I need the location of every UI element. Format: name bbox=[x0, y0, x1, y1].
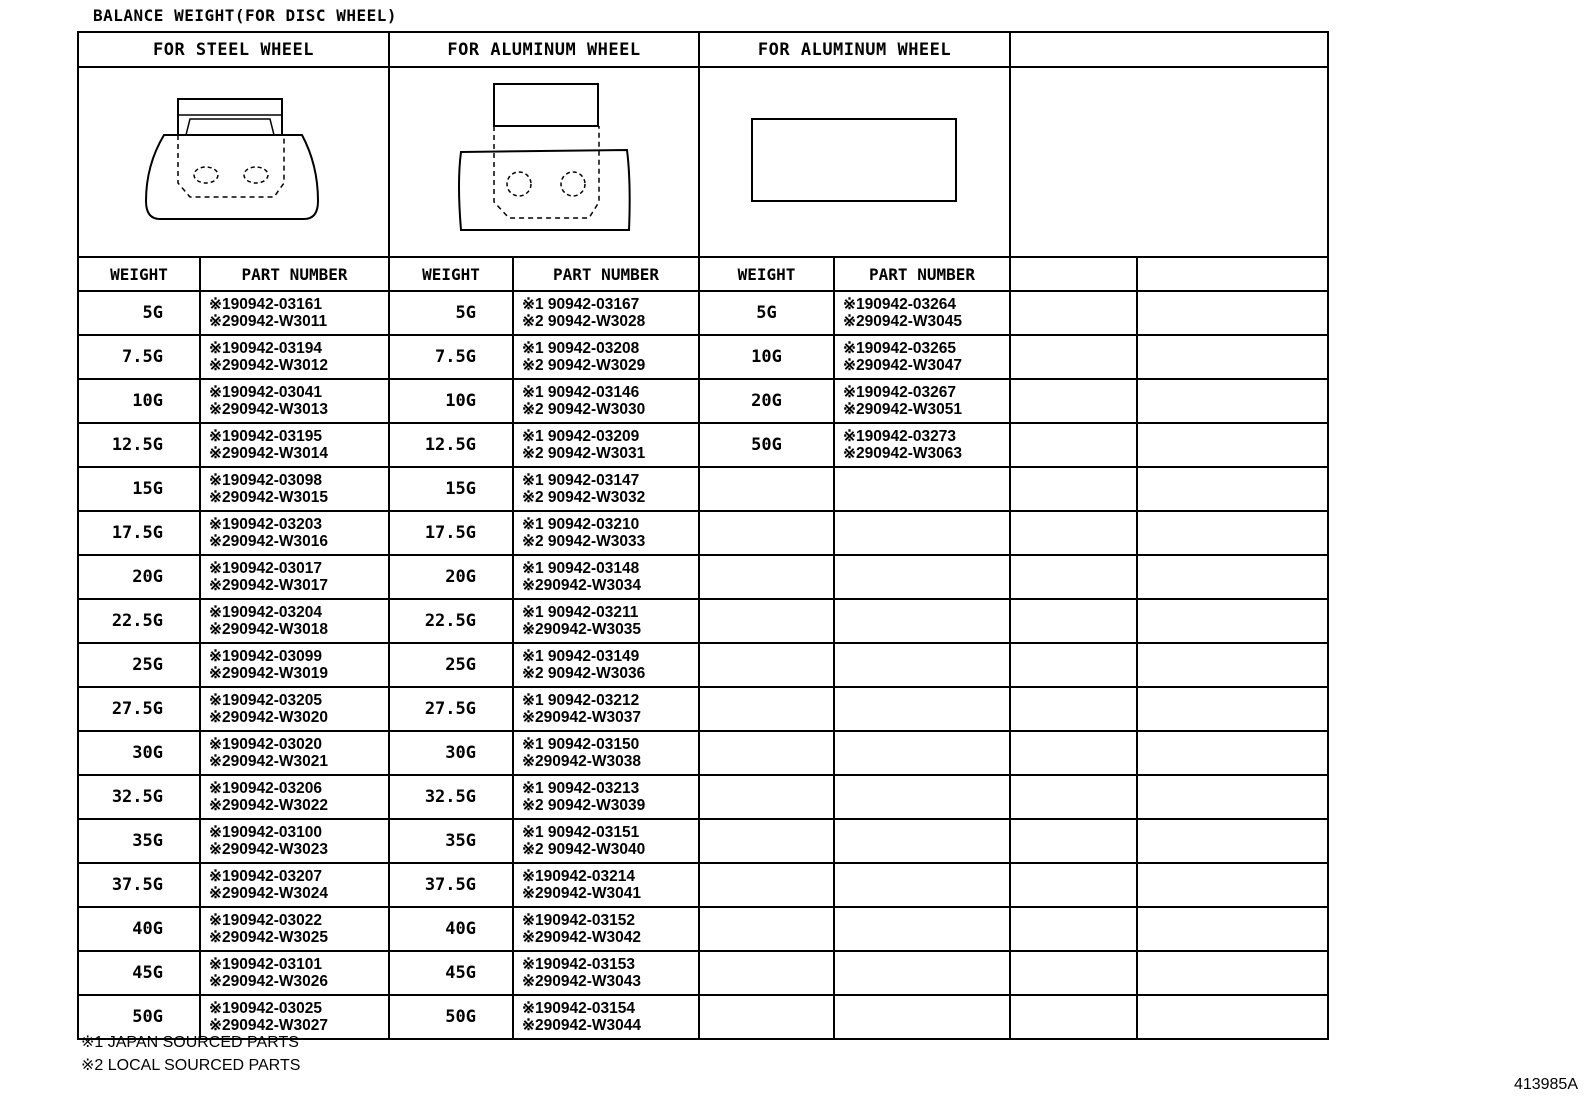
empty-cell bbox=[1010, 379, 1137, 423]
part-number-cell bbox=[200, 335, 389, 379]
part-number-cell bbox=[834, 775, 1010, 819]
empty-cell bbox=[1137, 291, 1328, 335]
part-number: ※290942-W3022 bbox=[209, 797, 328, 814]
steel-weight-illustration-cell bbox=[78, 67, 389, 257]
col-header-weight: WEIGHT bbox=[389, 257, 513, 291]
weight-cell: 10G bbox=[389, 379, 513, 423]
part-number-cell bbox=[834, 379, 1010, 423]
weight-cell: 20G bbox=[699, 379, 834, 423]
part-number: ※1 90942-03151 bbox=[522, 824, 640, 841]
table-row bbox=[78, 423, 1328, 467]
part-number-cell bbox=[200, 907, 389, 951]
part-number: ※190942-03265 bbox=[843, 340, 956, 357]
part-number: ※1 90942-03213 bbox=[522, 780, 640, 797]
part-number-cell bbox=[513, 291, 699, 335]
part-number-cell bbox=[200, 379, 389, 423]
part-number-cell bbox=[200, 951, 389, 995]
group-header-steel: FOR STEEL WHEEL bbox=[78, 32, 389, 67]
weight-cell bbox=[699, 863, 834, 907]
part-number: ※290942-W3035 bbox=[522, 621, 641, 638]
weight-cell: 32.5G bbox=[389, 775, 513, 819]
table-row bbox=[78, 731, 1328, 775]
weight-cell bbox=[699, 907, 834, 951]
part-number-cell bbox=[513, 379, 699, 423]
table-row bbox=[78, 951, 1328, 995]
part-number: ※190942-03099 bbox=[209, 648, 322, 665]
part-number: ※290942-W3017 bbox=[209, 577, 328, 594]
part-number: ※290942-W3027 bbox=[209, 1017, 328, 1034]
part-number: ※290942-W3045 bbox=[843, 313, 962, 330]
col-header-weight: WEIGHT bbox=[699, 257, 834, 291]
part-number-cell bbox=[513, 775, 699, 819]
part-number-cell bbox=[513, 907, 699, 951]
part-number: ※290942-W3051 bbox=[843, 401, 962, 418]
empty-cell bbox=[1010, 467, 1137, 511]
part-number: ※1 90942-03149 bbox=[522, 648, 640, 665]
part-number: ※290942-W3037 bbox=[522, 709, 641, 726]
weight-cell: 12.5G bbox=[389, 423, 513, 467]
weight-cell: 30G bbox=[389, 731, 513, 775]
weight-cell: 50G bbox=[389, 995, 513, 1039]
col-header-weight: WEIGHT bbox=[78, 257, 200, 291]
part-number: ※290942-W3038 bbox=[522, 753, 641, 770]
part-number: ※290942-W3019 bbox=[209, 665, 328, 682]
weight-cell: 5G bbox=[78, 291, 200, 335]
table-row bbox=[78, 863, 1328, 907]
empty-cell bbox=[1137, 731, 1328, 775]
part-number: ※290942-W3024 bbox=[209, 885, 328, 902]
empty-cell bbox=[1137, 907, 1328, 951]
part-number-cell bbox=[834, 555, 1010, 599]
part-number-cell bbox=[513, 687, 699, 731]
weight-cell: 10G bbox=[699, 335, 834, 379]
part-number-cell bbox=[513, 819, 699, 863]
part-number-cell bbox=[834, 731, 1010, 775]
table-row bbox=[78, 511, 1328, 555]
part-number-cell bbox=[513, 643, 699, 687]
part-number-cell bbox=[834, 643, 1010, 687]
part-number-cell bbox=[200, 863, 389, 907]
part-number: ※190942-03204 bbox=[209, 604, 322, 621]
weight-cell: 17.5G bbox=[389, 511, 513, 555]
part-number-cell bbox=[513, 951, 699, 995]
empty-cell bbox=[1137, 775, 1328, 819]
table-row bbox=[78, 819, 1328, 863]
part-number-cell bbox=[200, 643, 389, 687]
part-number-cell bbox=[513, 863, 699, 907]
part-number: ※290942-W3026 bbox=[209, 973, 328, 990]
part-number: ※290942-W3041 bbox=[522, 885, 641, 902]
part-number: ※290942-W3018 bbox=[209, 621, 328, 638]
part-number: ※190942-03152 bbox=[522, 912, 635, 929]
empty-cell bbox=[1137, 643, 1328, 687]
part-number: ※2 90942-W3040 bbox=[522, 841, 646, 858]
weight-cell: 45G bbox=[78, 951, 200, 995]
part-number-cell bbox=[513, 555, 699, 599]
part-number-cell bbox=[513, 731, 699, 775]
aluminum-clip-weight-icon bbox=[449, 82, 639, 242]
part-number: ※190942-03100 bbox=[209, 824, 322, 841]
part-number: ※190942-03161 bbox=[209, 296, 322, 313]
weight-cell: 22.5G bbox=[78, 599, 200, 643]
col-header-empty bbox=[1137, 257, 1328, 291]
part-number: ※1 90942-03209 bbox=[522, 428, 640, 445]
part-number: ※290942-W3011 bbox=[209, 313, 328, 330]
part-number-cell bbox=[834, 291, 1010, 335]
empty-cell bbox=[1010, 423, 1137, 467]
part-number: ※290942-W3063 bbox=[843, 445, 962, 462]
weight-cell bbox=[699, 599, 834, 643]
weight-cell: 12.5G bbox=[78, 423, 200, 467]
empty-cell bbox=[1010, 643, 1137, 687]
part-number-cell bbox=[513, 467, 699, 511]
table-row bbox=[78, 467, 1328, 511]
col-header-part-number: PART NUMBER bbox=[200, 257, 389, 291]
part-number: ※290942-W3014 bbox=[209, 445, 328, 462]
part-number: ※190942-03153 bbox=[522, 956, 635, 973]
part-number: ※290942-W3012 bbox=[209, 357, 328, 374]
part-number: ※190942-03101 bbox=[209, 956, 322, 973]
empty-cell bbox=[1137, 555, 1328, 599]
table-row bbox=[78, 291, 1328, 335]
figure-code: 413985A bbox=[1513, 1076, 1578, 1093]
weight-cell: 50G bbox=[699, 423, 834, 467]
weight-cell: 40G bbox=[389, 907, 513, 951]
part-number: ※190942-03264 bbox=[843, 296, 956, 313]
part-number-cell bbox=[200, 511, 389, 555]
empty-cell bbox=[1010, 599, 1137, 643]
part-number: ※190942-03154 bbox=[522, 1000, 635, 1017]
table-row bbox=[78, 599, 1328, 643]
part-number: ※1 90942-03211 bbox=[522, 604, 639, 621]
part-number-cell bbox=[200, 423, 389, 467]
col-header-empty bbox=[1010, 257, 1137, 291]
weight-cell bbox=[699, 555, 834, 599]
part-number-cell bbox=[834, 599, 1010, 643]
weight-cell bbox=[699, 511, 834, 555]
group-header-aluminum-2: FOR ALUMINUM WHEEL bbox=[699, 32, 1010, 67]
part-number: ※190942-03022 bbox=[209, 912, 322, 929]
empty-cell bbox=[1010, 775, 1137, 819]
weight-cell: 45G bbox=[389, 951, 513, 995]
part-number: ※290942-W3047 bbox=[843, 357, 962, 374]
balance-weight-table bbox=[77, 31, 1329, 1040]
weight-cell bbox=[699, 819, 834, 863]
part-number-cell bbox=[513, 511, 699, 555]
weight-cell: 32.5G bbox=[78, 775, 200, 819]
part-number: ※2 90942-W3036 bbox=[522, 665, 646, 682]
empty-cell bbox=[1010, 731, 1137, 775]
part-number: ※190942-03206 bbox=[209, 780, 322, 797]
weight-cell: 27.5G bbox=[78, 687, 200, 731]
weight-cell: 15G bbox=[78, 467, 200, 511]
steel-weight-icon bbox=[134, 97, 334, 227]
table-row bbox=[78, 643, 1328, 687]
part-number: ※190942-03207 bbox=[209, 868, 322, 885]
page-title: BALANCE WEIGHT(FOR DISC WHEEL) bbox=[93, 6, 397, 25]
part-number-cell bbox=[834, 467, 1010, 511]
weight-cell: 25G bbox=[78, 643, 200, 687]
weight-cell bbox=[699, 467, 834, 511]
part-number: ※190942-03020 bbox=[209, 736, 322, 753]
part-number: ※1 90942-03148 bbox=[522, 560, 640, 577]
weight-cell: 37.5G bbox=[78, 863, 200, 907]
part-number-cell bbox=[834, 995, 1010, 1039]
weight-cell: 37.5G bbox=[389, 863, 513, 907]
weight-cell bbox=[699, 643, 834, 687]
part-number: ※290942-W3043 bbox=[522, 973, 641, 990]
weight-cell: 7.5G bbox=[389, 335, 513, 379]
part-number: ※190942-03041 bbox=[209, 384, 322, 401]
adhesive-weight-icon bbox=[750, 117, 960, 207]
group-header-empty bbox=[1010, 32, 1328, 67]
weight-cell bbox=[699, 951, 834, 995]
empty-cell bbox=[1137, 995, 1328, 1039]
empty-cell bbox=[1010, 687, 1137, 731]
part-number: ※290942-W3015 bbox=[209, 489, 328, 506]
weight-cell bbox=[699, 995, 834, 1039]
part-number-cell bbox=[834, 423, 1010, 467]
weight-cell: 22.5G bbox=[389, 599, 513, 643]
part-number: ※2 90942-W3033 bbox=[522, 533, 646, 550]
weight-cell: 5G bbox=[389, 291, 513, 335]
part-number: ※2 90942-W3032 bbox=[522, 489, 646, 506]
part-number: ※190942-03214 bbox=[522, 868, 635, 885]
part-number: ※2 90942-W3029 bbox=[522, 357, 646, 374]
part-number: ※1 90942-03210 bbox=[522, 516, 640, 533]
part-number: ※1 90942-03208 bbox=[522, 340, 640, 357]
part-number: ※190942-03194 bbox=[209, 340, 322, 357]
weight-cell: 25G bbox=[389, 643, 513, 687]
empty-cell bbox=[1010, 291, 1137, 335]
note-local-sourced: ※2 LOCAL SOURCED PARTS bbox=[81, 1057, 301, 1074]
part-number-cell bbox=[513, 599, 699, 643]
table-row bbox=[78, 335, 1328, 379]
part-number-cell bbox=[834, 907, 1010, 951]
part-number-cell bbox=[200, 599, 389, 643]
part-number-cell bbox=[200, 775, 389, 819]
part-number: ※290942-W3021 bbox=[209, 753, 328, 770]
table-row bbox=[78, 687, 1328, 731]
empty-cell bbox=[1137, 863, 1328, 907]
table-row bbox=[78, 907, 1328, 951]
weight-cell: 5G bbox=[699, 291, 834, 335]
weight-cell bbox=[699, 731, 834, 775]
part-number-cell bbox=[834, 863, 1010, 907]
empty-cell bbox=[1137, 951, 1328, 995]
group-header-aluminum-1: FOR ALUMINUM WHEEL bbox=[389, 32, 699, 67]
part-number-cell bbox=[513, 335, 699, 379]
empty-cell bbox=[1137, 687, 1328, 731]
empty-illustration-cell bbox=[1010, 67, 1328, 257]
empty-cell bbox=[1137, 511, 1328, 555]
table-row bbox=[78, 775, 1328, 819]
empty-cell bbox=[1010, 511, 1137, 555]
part-number: ※290942-W3020 bbox=[209, 709, 328, 726]
aluminum-adhesive-illustration-cell bbox=[699, 67, 1010, 257]
part-number: ※190942-03273 bbox=[843, 428, 956, 445]
part-number-cell bbox=[200, 555, 389, 599]
part-number: ※1 90942-03150 bbox=[522, 736, 640, 753]
part-number: ※190942-03267 bbox=[843, 384, 956, 401]
weight-cell: 35G bbox=[389, 819, 513, 863]
aluminum-weight-illustration-cell bbox=[389, 67, 699, 257]
weight-cell bbox=[699, 687, 834, 731]
part-number: ※290942-W3044 bbox=[522, 1017, 641, 1034]
part-number-cell bbox=[834, 951, 1010, 995]
note-japan-sourced: ※1 JAPAN SOURCED PARTS bbox=[81, 1034, 299, 1051]
weight-cell: 27.5G bbox=[389, 687, 513, 731]
part-number: ※190942-03098 bbox=[209, 472, 322, 489]
part-number: ※2 90942-W3031 bbox=[522, 445, 646, 462]
part-number: ※2 90942-W3028 bbox=[522, 313, 646, 330]
part-number-cell bbox=[834, 511, 1010, 555]
empty-cell bbox=[1010, 555, 1137, 599]
empty-cell bbox=[1010, 995, 1137, 1039]
weight-cell: 10G bbox=[78, 379, 200, 423]
empty-cell bbox=[1010, 335, 1137, 379]
table-row bbox=[78, 555, 1328, 599]
empty-cell bbox=[1137, 599, 1328, 643]
weight-cell: 35G bbox=[78, 819, 200, 863]
table-row bbox=[78, 379, 1328, 423]
empty-cell bbox=[1010, 819, 1137, 863]
weight-cell: 40G bbox=[78, 907, 200, 951]
part-number-cell bbox=[834, 335, 1010, 379]
col-header-part-number: PART NUMBER bbox=[513, 257, 699, 291]
part-number: ※190942-03195 bbox=[209, 428, 322, 445]
part-number: ※290942-W3034 bbox=[522, 577, 641, 594]
weight-cell: 20G bbox=[389, 555, 513, 599]
col-header-part-number: PART NUMBER bbox=[834, 257, 1010, 291]
weight-cell: 20G bbox=[78, 555, 200, 599]
weight-cell: 50G bbox=[78, 995, 200, 1039]
part-number: ※190942-03203 bbox=[209, 516, 322, 533]
weight-cell: 30G bbox=[78, 731, 200, 775]
part-number: ※1 90942-03146 bbox=[522, 384, 640, 401]
part-number: ※190942-03025 bbox=[209, 1000, 322, 1017]
empty-cell bbox=[1137, 423, 1328, 467]
empty-cell bbox=[1010, 863, 1137, 907]
empty-cell bbox=[1137, 335, 1328, 379]
empty-cell bbox=[1010, 907, 1137, 951]
empty-cell bbox=[1010, 951, 1137, 995]
part-number-cell bbox=[200, 819, 389, 863]
empty-cell bbox=[1137, 467, 1328, 511]
part-number: ※290942-W3023 bbox=[209, 841, 328, 858]
weight-cell: 15G bbox=[389, 467, 513, 511]
part-number-cell bbox=[200, 687, 389, 731]
part-number: ※2 90942-W3030 bbox=[522, 401, 646, 418]
part-number: ※290942-W3025 bbox=[209, 929, 328, 946]
part-number-cell bbox=[834, 687, 1010, 731]
part-number: ※190942-03205 bbox=[209, 692, 322, 709]
part-number: ※290942-W3042 bbox=[522, 929, 641, 946]
part-number: ※2 90942-W3039 bbox=[522, 797, 646, 814]
part-number-cell bbox=[513, 995, 699, 1039]
part-number: ※1 90942-03167 bbox=[522, 296, 640, 313]
part-number: ※1 90942-03147 bbox=[522, 472, 640, 489]
weight-cell: 7.5G bbox=[78, 335, 200, 379]
part-number-cell bbox=[834, 819, 1010, 863]
part-number-cell bbox=[200, 467, 389, 511]
part-number-cell bbox=[513, 423, 699, 467]
part-number: ※190942-03017 bbox=[209, 560, 322, 577]
part-number: ※290942-W3013 bbox=[209, 401, 328, 418]
part-number-cell bbox=[200, 731, 389, 775]
part-number: ※1 90942-03212 bbox=[522, 692, 640, 709]
part-number: ※290942-W3016 bbox=[209, 533, 328, 550]
empty-cell bbox=[1137, 379, 1328, 423]
part-number-cell bbox=[200, 291, 389, 335]
weight-cell: 17.5G bbox=[78, 511, 200, 555]
empty-cell bbox=[1137, 819, 1328, 863]
weight-cell bbox=[699, 775, 834, 819]
